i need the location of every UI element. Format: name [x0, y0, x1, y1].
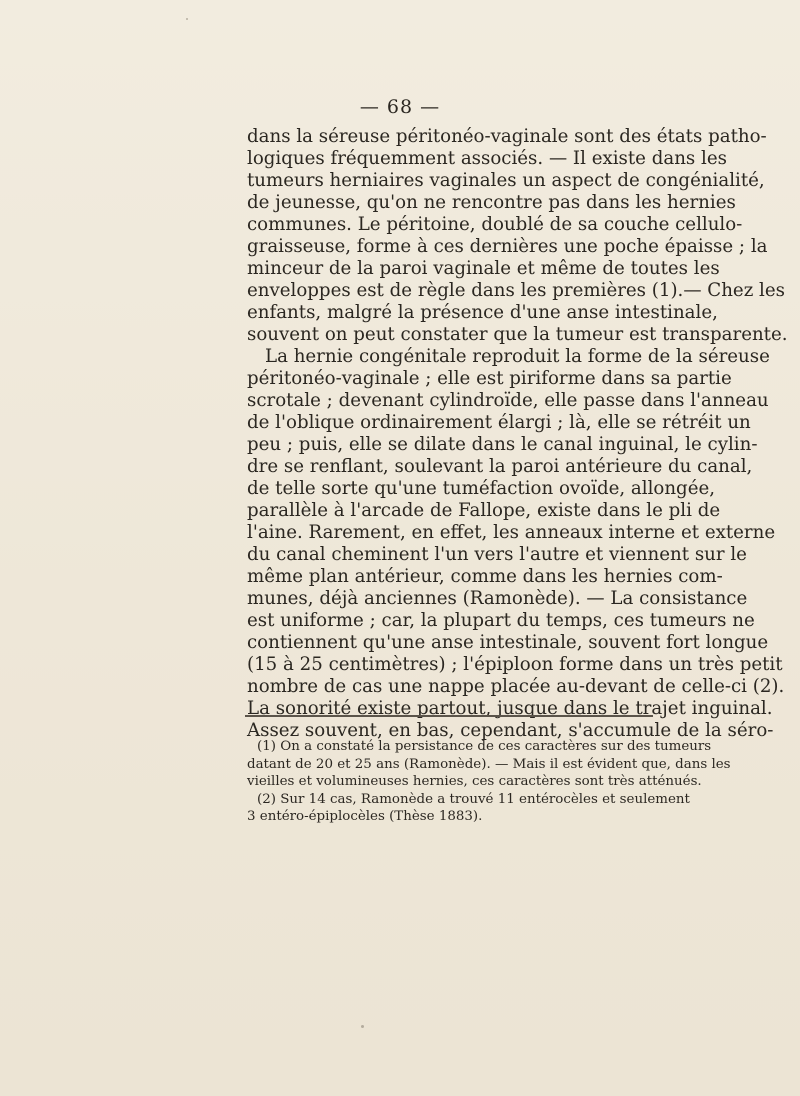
- body-line: souvent on peut constater que la tumeur est transparente.: [247, 324, 788, 345]
- body-line: péritonéo-vaginale ; elle est piriforme dans sa partie: [247, 368, 732, 389]
- body-line: communes. Le péritoine, doublé de sa couche cellulo-: [247, 214, 743, 235]
- body-line: contiennent qu'une anse intestinale, souvent fort longue: [247, 632, 769, 653]
- body-line: nombre de cas une nappe placée au-devant de celle-ci (2).: [247, 676, 785, 697]
- body-line: logiques fréquemment associés. — Il existe dans les: [247, 148, 727, 169]
- body-line: La hernie congénitale reproduit la forme de la séreuse: [265, 346, 770, 367]
- body-line: de l'oblique ordinairement élargi ; là, elle se rétréit un: [247, 412, 751, 433]
- body-line: (15 à 25 centimètres) ; l'épiploon forme dans un très petit: [247, 654, 783, 675]
- body-line: minceur de la paroi vaginale et même de toutes les: [247, 258, 720, 279]
- footnote-line: (1) On a constaté la persistance de ces caractères sur des tumeurs: [257, 739, 712, 754]
- body-line: est uniforme ; car, la plupart du temps, ces tumeurs ne: [247, 610, 755, 631]
- body-line: graisseuse, forme à ces dernières une poche épaisse ; la: [247, 236, 768, 257]
- body-line: parallèle à l'arcade de Fallope, existe dans le pli de: [247, 500, 721, 521]
- footnote-line: (2) Sur 14 cas, Ramonède a trouvé 11 entérocèles et seulement: [257, 791, 690, 807]
- body-line: tumeurs herniaires vaginales un aspect de congénialité,: [247, 170, 765, 191]
- footnote-line: vieilles et volumineuses hernies, ces caractères sont très atténués.: [247, 774, 702, 789]
- footnotes: [247, 738, 731, 826]
- footnote-line: datant de 20 et 25 ans (Ramonède). — Mais il est évident que, dans les: [247, 756, 731, 772]
- body-line: enveloppes est de règle dans les premières (1).— Chez les: [247, 280, 785, 301]
- body-line: du canal cheminent l'un vers l'autre et viennent sur le: [247, 544, 747, 565]
- footnote-line: 3 entéro-épiplocèles (Thèse 1883).: [247, 809, 483, 824]
- body-line: dre se renflant, soulevant la paroi antérieure du canal,: [247, 456, 753, 477]
- body-line: dans la séreuse péritonéo-vaginale sont des états patho-: [247, 126, 767, 147]
- body-line: scrotale ; devenant cylindroïde, elle passe dans l'anneau: [247, 390, 769, 411]
- body-text: [247, 126, 788, 742]
- body-line: de jeunesse, qu'on ne rencontre pas dans les hernies: [247, 192, 736, 213]
- body-line: Assez souvent, en bas, cependant, s'accumule de la séro-: [247, 720, 774, 741]
- page-number: — 68 —: [359, 96, 441, 118]
- body-line: La sonorité existe partout, jusque dans le trajet inguinal.: [247, 698, 773, 719]
- body-line: enfants, malgré la présence d'une anse intestinale,: [247, 302, 718, 323]
- body-line: de telle sorte qu'une tuméfaction ovoïde, allongée,: [247, 478, 716, 499]
- footnote-separator: [245, 715, 653, 717]
- paper-speck: [186, 18, 188, 20]
- paper-speck: [361, 1025, 364, 1028]
- body-line: munes, déjà anciennes (Ramonède). — La consistance: [247, 588, 748, 609]
- body-line: peu ; puis, elle se dilate dans le canal inguinal, le cylin-: [247, 434, 758, 455]
- body-line: l'aine. Rarement, en effet, les anneaux interne et externe: [247, 522, 776, 543]
- body-line: même plan antérieur, comme dans les hernies com-: [247, 566, 723, 587]
